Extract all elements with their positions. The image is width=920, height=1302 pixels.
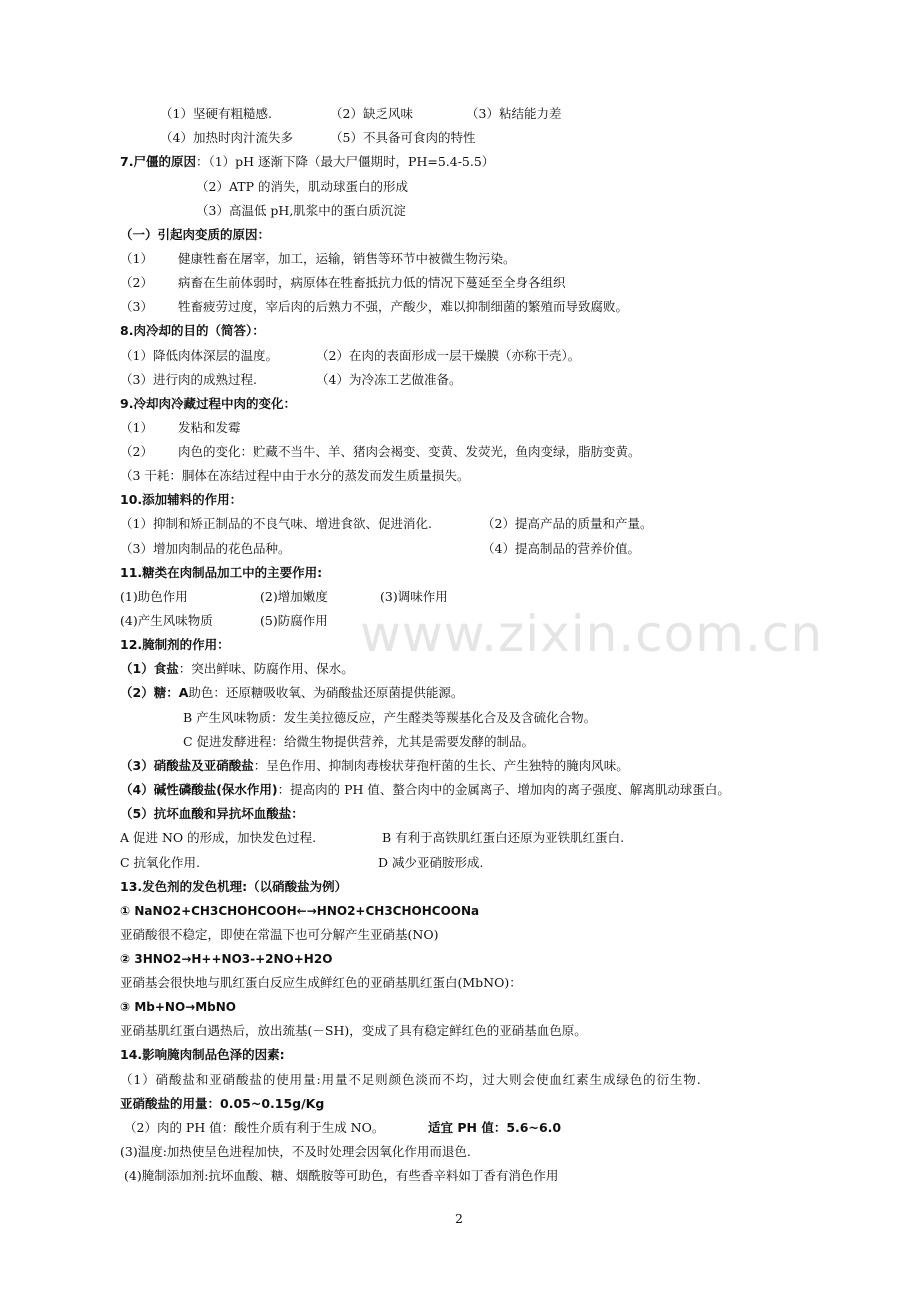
defect-item: （2）缺乏风味 [330,106,413,121]
body-text: 亚硝基肌红蛋白遇热后，放出巯基(－SH)，变成了具有稳定鲜红色的亚硝基血色原。 [120,1023,587,1038]
sub-item: C 抗氧化作用. [120,855,201,870]
page-number: 2 [455,1211,463,1226]
list-item: (2)增加嫩度 [260,589,328,604]
list-item: （4）提高制品的营养价值。 [482,541,640,556]
list-number: （3） [120,299,153,314]
list-item: (1)助色作用 [120,589,188,604]
curing-phosphate [120,782,730,798]
section-heading: 12.腌制剂的作用： [120,637,230,652]
dose-label: 亚硝酸盐的用量： [120,1096,221,1111]
list-item: 发粘和发霉 [178,420,241,435]
item-label: （3）硝酸盐及亚硝酸盐 [120,758,254,773]
section-heading: 9.冷却肉冷藏过程中肉的变化： [120,396,296,411]
list-number: （2） [120,275,153,290]
item-label: （4）碱性磷酸盐(保水作用) [120,782,278,797]
section-heading: 11.糖类在肉制品加工中的主要作用: [120,565,323,580]
list-item: 肉色的变化：贮藏不当牛、羊、猪肉会褐变、变黄、发荧光，鱼肉变绿，脂肪变黄。 [178,444,641,459]
rigor-reason: （3）高温低 pH,肌浆中的蛋白质沉淀 [196,203,406,218]
body-text: （1）硝酸盐和亚硝酸盐的使用量:用量不足则颜色淡而不均，过大则会使血红素生成绿色的衍生物. [120,1072,702,1087]
list-item: (4)产生风味物质 [120,613,213,628]
item-label: （5）抗坏血酸和异抗坏血酸盐： [120,806,304,821]
list-item: 健康牲畜在屠宰，加工，运输，销售等环节中被微生物污染。 [178,251,516,266]
sub-item: C 促进发酵进程：给微生物提供营养，尤其是需要发酵的制品。 [183,734,535,749]
defect-item: （5）不具备可食肉的特性 [330,130,476,145]
item-label: （2）糖 [120,685,167,700]
list-number: （1） [120,420,153,435]
ph-label: 适宜 PH 值： [428,1120,507,1135]
defect-item: （3）粘结能力差 [466,106,562,121]
equation: ① NaNO2+CH3CHOHCOOH←→HNO2+CH3CHOHCOONa [120,904,480,918]
list-number: （1） [120,251,153,266]
dose-value: 0.05~0.15g/Kg [220,1096,325,1111]
body-text: 亚硝酸很不稳定，即使在常温下也可分解产生亚硝基(NO) [120,927,439,942]
sub-item: B 产生风味物质：发生美拉德反应，产生醛类等羰基化合及及含硫化合物。 [183,710,597,725]
section-heading: 8.肉冷却的目的（简答）： [120,323,265,338]
list-item: （2）提高产品的质量和产量。 [482,516,653,531]
body-text: (3)温度:加热使呈色进程加快，不及时处理会因氧化作用而退色. [120,1144,471,1159]
list-item: 牲畜疲劳过度，宰后肉的后熟力不强，产酸少，难以抑制细菌的繁殖而导致腐败。 [178,299,629,314]
sub-item: B 有利于高铁肌红蛋白还原为亚铁肌红蛋白. [382,830,625,845]
item-text: ：突出鲜味、防腐作用、保水。 [178,661,354,676]
section-heading: 10.添加辅料的作用： [120,492,243,507]
list-item: （1）抑制和矫正制品的不良气味、增进食欲、促进消化. [120,516,432,531]
item-label: （1）食盐 [120,661,179,676]
dose-line [120,1096,324,1112]
equation: ② 3HNO2→H++NO3-+2NO+H2O [120,952,333,966]
item-text: ：呈色作用、抑制肉毒梭状芽孢杆菌的生长、产生独特的腌肉风味。 [253,758,629,773]
list-item: 病畜在生前体弱时，病原体在牲畜抵抗力低的情况下蔓延至全身各组织 [178,275,566,290]
sub-item: D 减少亚硝胺形成. [378,855,484,870]
rigor-line [120,154,494,170]
item-text: 助色：还原糖吸收氧、为硝酸盐还原菌提供能源。 [188,685,464,700]
item-text: ：提高肉的 PH 值、螯合肉中的金属离子、增加肉的离子强度、解离肌动球蛋白。 [277,782,730,797]
body-text: (4)腌制添加剂:抗坏血酸、糖、烟酰胺等可助色，有些香辛料如丁香有消色作用 [124,1168,559,1183]
watermark: www.zixin.com.cn [360,605,824,663]
defect-item: （1）坚硬有粗糙感. [160,106,272,121]
section-heading: （一）引起肉变质的原因： [120,227,271,242]
section-heading: 7.尸僵的原因 [120,154,196,169]
sub-item: A 促进 NO 的形成，加快发色过程. [120,830,317,845]
ph-value: 5.6~6.0 [506,1120,562,1135]
curing-nitrate [120,758,629,774]
rigor-reason: ：（1）pH 逐渐下降（最大尸僵期时，PH=5.4-5.5） [195,154,495,169]
rigor-reason: （2）ATP 的消失，肌动球蛋白的形成 [196,179,409,194]
list-item: （4）为冷冻工艺做准备。 [316,372,462,387]
equation: ③ Mb+NO→MbNO [120,1000,236,1014]
curing-salt [120,661,354,677]
list-item: （3）增加肉制品的花色品种。 [120,541,291,556]
list-item: （3 干耗：胴体在冻结过程中由于水分的蒸发而发生质量损失。 [120,468,470,483]
body-text: 亚硝基会很快地与肌红蛋白反应生成鲜红色的亚硝基肌红蛋白(MbNO)： [120,975,522,990]
section-heading: 13.发色剂的发色机理:（以硝酸盐为例） [120,879,348,894]
list-item: （1）降低肉体深层的温度。 [120,348,278,363]
list-item: （2）在肉的表面形成一层干燥膜（亦称干壳）。 [316,348,581,363]
list-item: （3）进行肉的成熟过程. [120,372,257,387]
list-item: (3)调味作用 [380,589,448,604]
defect-item: （4）加热时肉汁流失多 [160,130,293,145]
body-text: （2）肉的 PH 值：酸性介质有利于生成 NO。 [124,1120,385,1135]
list-item: (5)防腐作用 [260,613,328,628]
ph-line [428,1120,561,1136]
list-number: （2） [120,444,153,459]
section-heading: 14.影响腌肉制品色泽的因素: [120,1047,285,1062]
curing-sugar [120,685,463,701]
item-mark: ：A [166,685,189,700]
